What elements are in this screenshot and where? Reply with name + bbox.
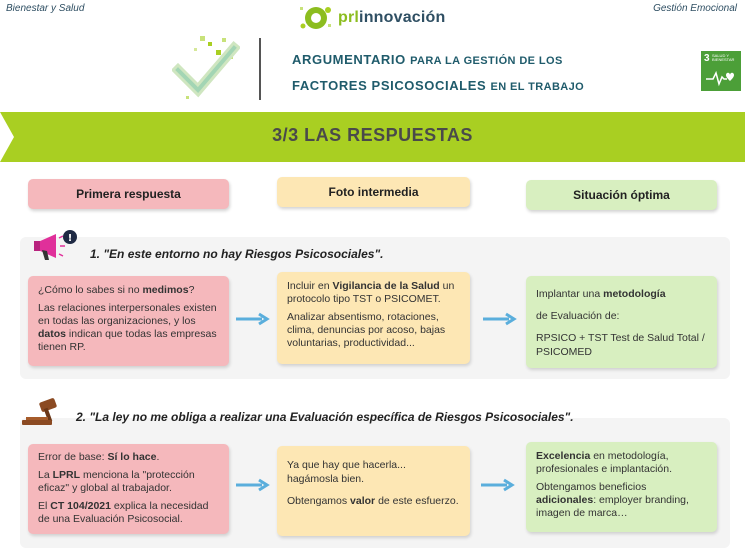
logo-icon [298, 4, 334, 32]
checkmark-icon [172, 34, 240, 104]
prl-logo [298, 4, 448, 32]
column-header-primera: Primera respuesta [28, 179, 229, 209]
q2-optima-p2: Obtengamos beneficios adicionales: employer branding, imagen de marca… [536, 481, 689, 519]
arrow-right-icon [234, 478, 270, 492]
q1-primera-p1: ¿Cómo lo sabes si no medimos? [38, 284, 195, 296]
question-1-title: 1. "En este entorno no hay Riesgos Psicosociales". [90, 247, 384, 261]
title-divider [259, 38, 261, 100]
logo-wordmark: prlinnovación [338, 9, 446, 26]
svg-text:!: ! [67, 233, 73, 244]
column-header-intermedia: Foto intermedia [277, 177, 470, 207]
header-left-text: Bienestar y Salud [6, 3, 85, 14]
q1-intermedia-card [277, 272, 470, 364]
header-right-text: Gestión Emocional [653, 3, 737, 14]
question-2-title: 2. "La ley no me obliga a realizar una Evaluación específica de Riesgos Psicosociales". [76, 410, 574, 424]
q2-primera-p2: La LPRL menciona la "protección eficaz" y global al trabajador. [38, 469, 195, 494]
q2-intermedia-p1: Ya que hay que hacerla... hagámosla bien. [287, 459, 406, 485]
q1-optima-p2: de Evaluación de: [536, 310, 620, 322]
q2-primera-p1: Error de base: Sí lo hace. [38, 451, 160, 463]
sdg-number: 3 [704, 53, 710, 64]
q1-optima-p1: Implantar una metodología [536, 288, 666, 300]
gavel-icon [18, 398, 72, 428]
q2-optima-card [526, 442, 717, 532]
sdg-text: SALUD Y BIENESTAR [712, 53, 735, 62]
q1-primera-p2: Las relaciones interpersonales existen en todas las organizaciones, y los datos indican que todas las empresas tienen RP. [38, 302, 217, 353]
sdg-badge [701, 51, 741, 91]
title-line-1: ARGUMENTARIO PARA LA GESTIÓN DE LOS [292, 52, 563, 67]
q2-primera-card [28, 444, 229, 534]
arrow-right-icon [481, 312, 517, 326]
arrow-right-icon [479, 478, 515, 492]
title-line-2: FACTORES PSICOSOCIALES EN EL TRABAJO [292, 78, 585, 93]
megaphone-icon [32, 228, 82, 264]
q1-optima-card [526, 276, 717, 368]
arrow-right-icon [234, 312, 270, 326]
q1-optima-p3: RPSICO + TST Test de Salud Total / PSICOMED [536, 332, 705, 358]
q1-primera-card [28, 276, 229, 366]
q1-intermedia-p1: Incluir en Vigilancia de la Salud un protocolo tipo TST o PSICOMET. [287, 280, 455, 305]
column-header-optima: Situación óptima [526, 180, 717, 210]
q2-primera-p3: El CT 104/2021 explica la necesidad de una Evaluación Psicosocial. [38, 500, 209, 525]
heartbeat-icon [705, 69, 737, 87]
q1-intermedia-p2: Analizar absentismo, rotaciones, clima, denuncias por acoso, bajas voluntarias, productividad... [287, 311, 446, 349]
banner-title: 3/3 LAS RESPUESTAS [272, 125, 473, 145]
q2-intermedia-card [277, 446, 470, 536]
q2-intermedia-p2: Obtengamos valor de este esfuerzo. [287, 495, 459, 507]
q2-optima-p1: Excelencia en metodología, profesionales e implantación. [536, 450, 672, 475]
